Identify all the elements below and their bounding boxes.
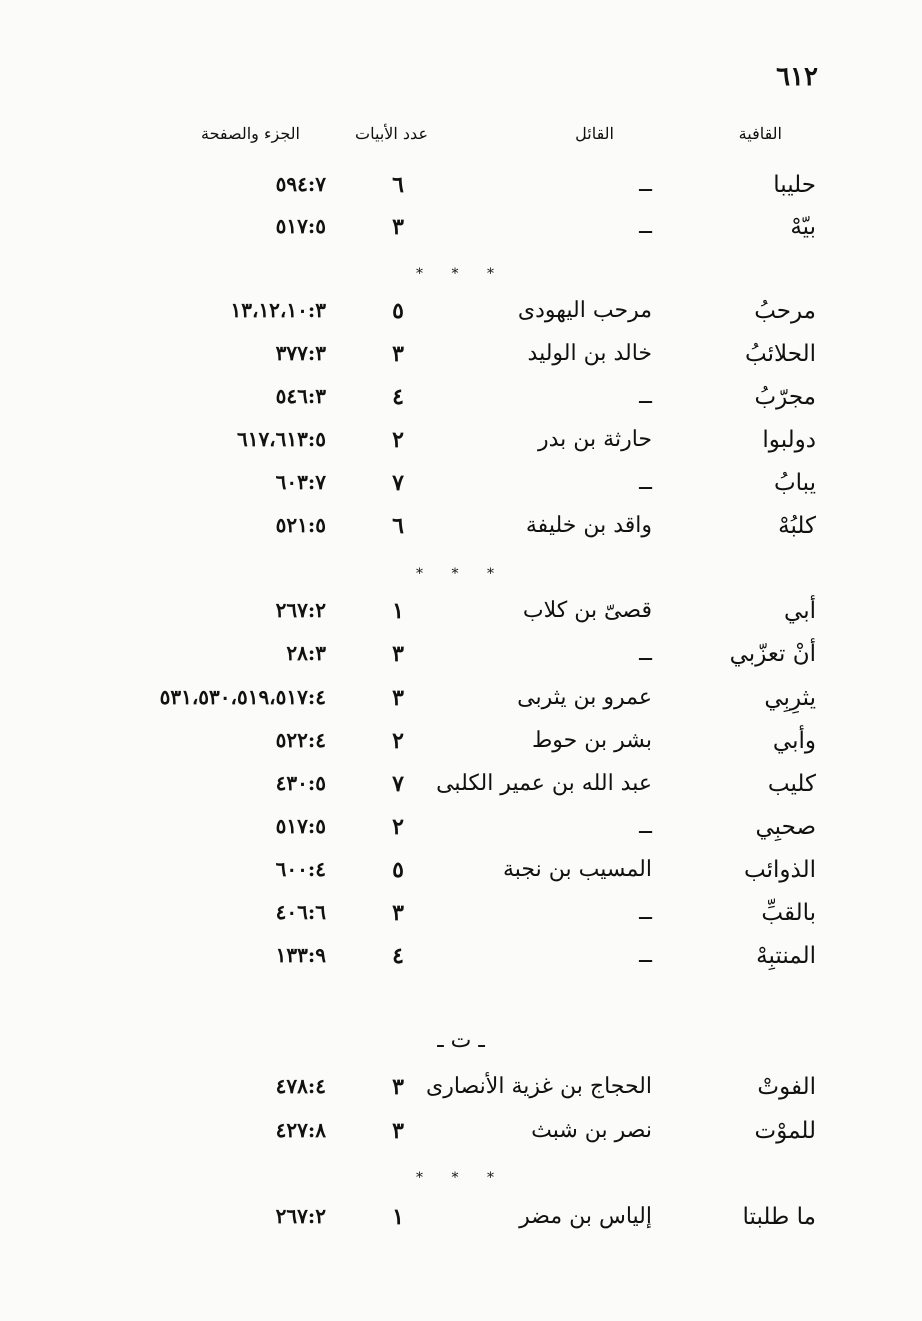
- qafiya-cell: كلبُهْ: [778, 513, 816, 539]
- letter-heading-ta: ـ ت ـ: [437, 1028, 485, 1053]
- qafiya-cell: يبابُ: [773, 470, 816, 496]
- count-cell: ٥: [392, 857, 404, 883]
- qail-cell: الحجاج بن غزية الأنصارى: [426, 1074, 652, 1099]
- qail-cell: ــ: [639, 214, 652, 239]
- table-row: [0, 298, 922, 338]
- qafiya-cell: يثرِبِي: [764, 685, 816, 711]
- table-row: [0, 341, 922, 381]
- ref-cell: ٦١٧،٦١٣:٥: [236, 427, 326, 451]
- count-cell: ٤: [392, 943, 404, 969]
- table-row: [0, 943, 922, 983]
- qail-cell: المسيب بن نجبة: [502, 857, 652, 882]
- ref-cell: ١٣٣:٩: [275, 943, 326, 967]
- qail-cell: حارثة بن بدر: [538, 427, 652, 452]
- qafiya-cell: ما طلبتا: [742, 1204, 816, 1230]
- qail-cell: عمرو بن يثربى: [517, 685, 652, 710]
- qail-cell: ــ: [639, 943, 652, 968]
- qail-cell: ــ: [639, 814, 652, 839]
- ref-cell: ٤٧٨:٤: [275, 1074, 326, 1098]
- qafiya-cell: الذوائب: [744, 857, 816, 883]
- ref-cell: ٢٨:٣: [286, 641, 326, 665]
- section-separator: * * *: [416, 566, 506, 582]
- qafiya-cell: كليب: [767, 771, 816, 797]
- qail-cell: ــ: [639, 384, 652, 409]
- table-row: [0, 214, 922, 254]
- ref-cell: ٥٣١،٥٣٠،٥١٩،٥١٧:٤: [159, 685, 326, 709]
- qafiya-cell: دولبوا: [762, 427, 816, 453]
- table-row: [0, 598, 922, 638]
- ref-cell: ٥٢٢:٤: [275, 728, 326, 752]
- table-row: [0, 1118, 922, 1158]
- qail-cell: ــ: [639, 900, 652, 925]
- table-row: [0, 513, 922, 553]
- qafiya-cell: أنْ تعزّبي: [729, 641, 816, 667]
- qafiya-cell: الحلائبُ: [745, 341, 816, 367]
- qail-cell: قصىّ بن كلاب: [522, 598, 652, 623]
- table-row: [0, 1204, 922, 1244]
- qail-cell: واقد بن خليفة: [525, 513, 652, 538]
- count-cell: ٣: [392, 685, 404, 711]
- ref-cell: ٤٣٠:٥: [275, 771, 326, 795]
- ref-cell: ١٣،١٢،١٠:٣: [230, 298, 326, 322]
- qafiya-cell: الفوتْ: [757, 1074, 816, 1100]
- count-cell: ٣: [392, 341, 404, 367]
- qafiya-cell: المنتبِهْ: [756, 943, 816, 969]
- count-cell: ٢: [392, 427, 404, 453]
- qafiya-cell: صحبِي: [755, 814, 816, 840]
- count-cell: ٧: [392, 470, 404, 496]
- ref-cell: ٥١٧:٥: [275, 214, 326, 238]
- page-number: ٦١٢: [776, 62, 818, 92]
- count-cell: ٥: [392, 298, 404, 324]
- ref-cell: ٥٤٦:٣: [275, 384, 326, 408]
- qafiya-cell: بالقبِّ: [761, 900, 816, 926]
- ref-cell: ٦٠٣:٧: [275, 470, 326, 494]
- qafiya-cell: وأبي: [772, 728, 816, 754]
- section-separator: * * *: [416, 1170, 506, 1186]
- qail-cell: إلياس بن مضر: [519, 1204, 652, 1229]
- table-row: [0, 728, 922, 768]
- header-qafiya: القافية: [738, 124, 782, 143]
- table-row: [0, 771, 922, 811]
- ref-cell: ٢٦٧:٢: [275, 598, 326, 622]
- table-row: [0, 857, 922, 897]
- count-cell: ١: [392, 1204, 404, 1230]
- header-qail: القائل: [575, 124, 614, 143]
- table-row: [0, 384, 922, 424]
- count-cell: ٣: [392, 1118, 404, 1144]
- table-row: [0, 685, 922, 725]
- qail-cell: عبد الله بن عمير الكلبى: [436, 771, 652, 796]
- ref-cell: ٤٢٧:٨: [275, 1118, 326, 1142]
- qafiya-cell: مرحبُ: [754, 298, 816, 324]
- count-cell: ٣: [392, 641, 404, 667]
- count-cell: ٦: [392, 172, 404, 198]
- qafiya-cell: مجرّبُ: [754, 384, 816, 410]
- ref-cell: ٣٧٧:٣: [275, 341, 326, 365]
- qail-cell: مرحب اليهودى: [517, 298, 652, 323]
- count-cell: ٧: [392, 771, 404, 797]
- qail-cell: بشر بن حوط: [531, 728, 652, 753]
- qail-cell: خالد بن الوليد: [527, 341, 652, 366]
- table-row: [0, 1074, 922, 1114]
- qafiya-cell: حليبا: [773, 172, 816, 198]
- count-cell: ٢: [392, 728, 404, 754]
- count-cell: ٦: [392, 513, 404, 539]
- ref-cell: ٥٩٤:٧: [275, 172, 326, 196]
- qafiya-cell: بيّهْ: [790, 214, 816, 240]
- table-row: [0, 900, 922, 940]
- table-row: [0, 427, 922, 467]
- count-cell: ٤: [392, 384, 404, 410]
- table-row: [0, 172, 922, 212]
- qafiya-cell: للموْت: [754, 1118, 816, 1144]
- ref-cell: ٤٠٦:٦: [275, 900, 326, 924]
- ref-cell: ٥٢١:٥: [275, 513, 326, 537]
- qafiya-cell: أبي: [784, 598, 816, 624]
- count-cell: ٣: [392, 1074, 404, 1100]
- count-cell: ٣: [392, 900, 404, 926]
- qail-cell: ــ: [639, 172, 652, 197]
- qail-cell: نصر بن شبث: [531, 1118, 652, 1143]
- qail-cell: ــ: [639, 470, 652, 495]
- ref-cell: ٢٦٧:٢: [275, 1204, 326, 1228]
- table-row: [0, 814, 922, 854]
- header-abyat: عدد الأبيات: [355, 124, 428, 143]
- header-juz: الجزء والصفحة: [200, 124, 300, 143]
- count-cell: ١: [392, 598, 404, 624]
- count-cell: ٣: [392, 214, 404, 240]
- table-row: [0, 470, 922, 510]
- count-cell: ٢: [392, 814, 404, 840]
- section-separator: * * *: [416, 266, 506, 282]
- ref-cell: ٥١٧:٥: [275, 814, 326, 838]
- ref-cell: ٦٠٠:٤: [275, 857, 326, 881]
- table-row: [0, 641, 922, 681]
- qail-cell: ــ: [639, 641, 652, 666]
